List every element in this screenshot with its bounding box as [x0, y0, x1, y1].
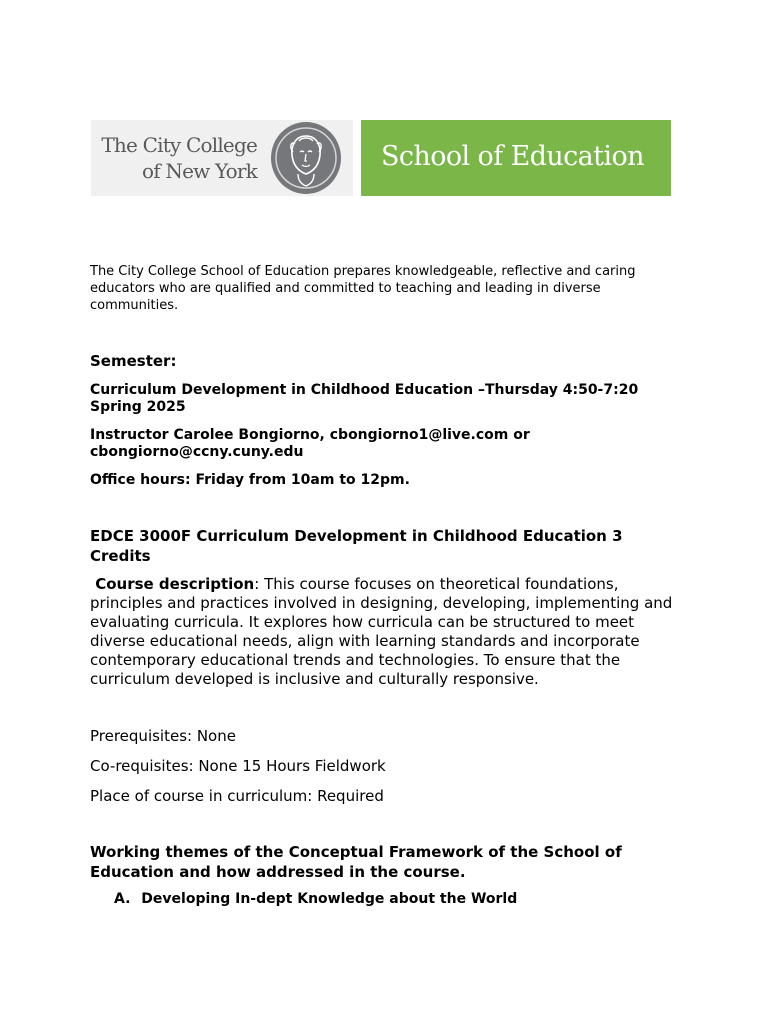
- list-item-text: Developing In-dept Knowledge about the World: [141, 891, 518, 907]
- course-placement: Place of course in curriculum: Required: [90, 787, 384, 805]
- semester-label: Semester:: [90, 352, 177, 370]
- ccny-logo: [91, 120, 353, 196]
- office-hours: Office hours: Friday from 10am to 12pm.: [90, 472, 410, 488]
- course-description-text: : This course focuses on theoretical foundations, principles and practices involved in designing, developing, implementing and evaluating curricula. It explores how curricula can be structured to meet diverse educational needs, align with learning standards and incorporate contemporary educational trends and technologies. To ensure that the curriculum developed is inclusive and culturally responsive.: [90, 575, 673, 688]
- ccny-wordmark: [101, 132, 257, 184]
- ccny-seal-icon: [271, 122, 341, 194]
- school-of-education-title: School of Education: [381, 141, 644, 172]
- course-code-title: EDCE 3000F Curriculum Development in Childhood Education 3 Credits: [90, 527, 623, 565]
- ccny-wordmark-line2: of New York: [142, 159, 257, 183]
- mission-statement: The City College School of Education prepares knowledgeable, reflective and caring educators who are qualified and committed to teaching and leading in diverse communities.: [90, 264, 636, 313]
- prerequisites: Prerequisites: None: [90, 727, 236, 745]
- list-marker: A.: [114, 891, 131, 907]
- instructor-info: Instructor Carolee Bongiorno, cbongiorno1@live.com or cbongiorno@ccny.cuny.edu: [90, 427, 530, 460]
- school-of-education-banner: [361, 120, 671, 196]
- course-schedule: Curriculum Development in Childhood Education –Thursday 4:50-7:20 Spring 2025: [90, 382, 639, 415]
- course-description-label: Course description: [90, 575, 255, 593]
- corequisites: Co-requisites: None 15 Hours Fieldwork: [90, 757, 386, 775]
- course-description: [90, 575, 675, 689]
- list-item: [114, 891, 517, 908]
- ccny-wordmark-line1: The City College: [101, 133, 257, 157]
- themes-heading: Working themes of the Conceptual Framework of the School of Education and how addressed in the course.: [90, 843, 622, 881]
